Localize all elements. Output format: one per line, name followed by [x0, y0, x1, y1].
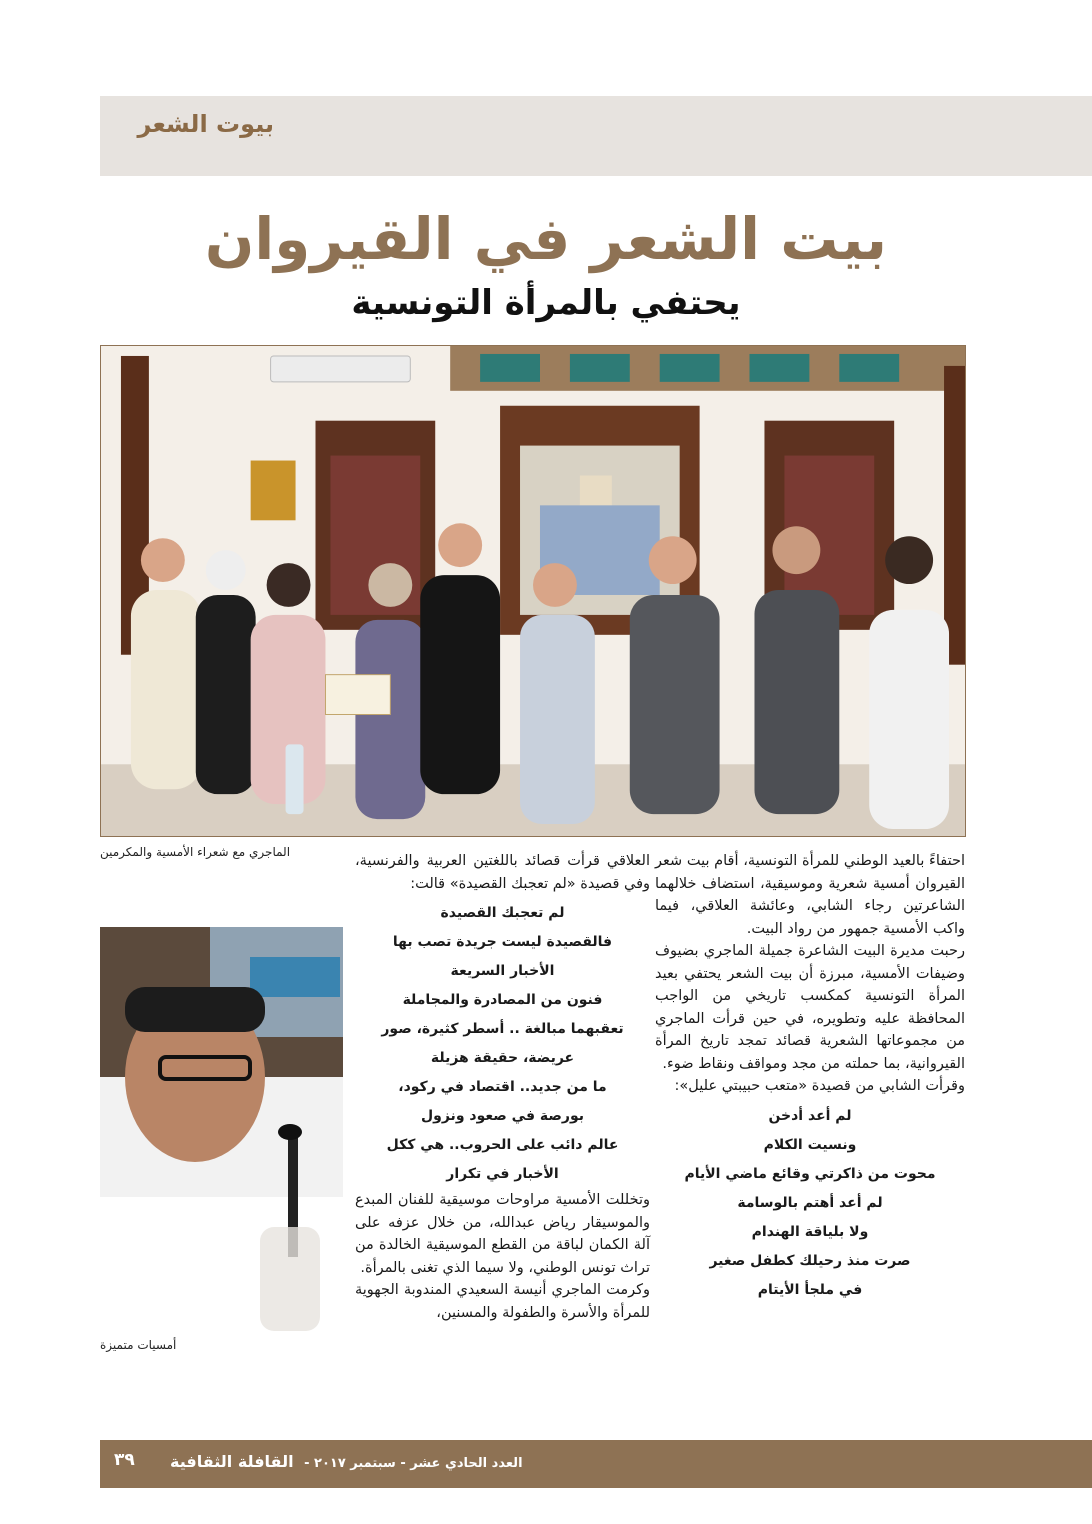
- poem-block: [355, 899, 650, 1189]
- poem-line: الأخبار السريعة: [450, 963, 555, 979]
- article-column-middle: [355, 850, 650, 1324]
- group-photo-illustration: [101, 346, 965, 836]
- article-subtitle: يحتفي بالمرأة التونسية: [351, 283, 741, 323]
- poem-line: عريضة، حقيقة هزيلة: [430, 1050, 575, 1066]
- paragraph: وكرمت الماجري أنيسة السعيدي المندوبة الجهوية للمرأة والأسرة والطفولة والمسنين،: [355, 1282, 650, 1321]
- footer-issue-text: العدد الحادي عشر - سبتمبر ٢٠١٧ -: [304, 1456, 523, 1471]
- poem-line: فنون من المصادرة والمجاملة: [402, 992, 603, 1008]
- poem-line: الأخبار في تكرار: [446, 1166, 559, 1182]
- side-photo: [100, 927, 343, 1331]
- paragraph: احتفاءً بالعيد الوطني للمرأة التونسية، أقام بيت شعر القيروان أمسية شعرية وموسيقية، استضاف خلالهما الشاعرتين رجاء الشابي، وعائشة العلاقي، فيما واكب الأمسية جمهور من رواد البيت.: [655, 853, 965, 937]
- poem-line: ونسيت الكلام: [763, 1136, 857, 1153]
- article-column-right: [655, 850, 965, 1305]
- article-title: بيت الشعر في القيروان: [204, 205, 888, 273]
- poem-block: [655, 1102, 965, 1305]
- main-photo: [100, 345, 966, 837]
- poem-line: صرت منذ رحيلك كطفل صغير: [709, 1252, 911, 1269]
- poem-line: تعقبهما مبالغة .. أسطر كثيرة، صور: [381, 1021, 624, 1037]
- poem-line: في ملجأ الأيتام: [757, 1281, 863, 1298]
- page-number: ٣٩: [114, 1450, 135, 1470]
- poem-line: لم أعد أدخن: [768, 1107, 852, 1124]
- magazine-logo: القافلة الثقافية: [170, 1452, 294, 1471]
- paragraph: رحبت مديرة البيت الشاعرة جميلة الماجري بضيوف وضيفات الأمسية، مبرزة أن بيت الشعر يحتفي بعيد المرأة التونسية كمكسب تاريخي من الواجب المحافظة عليه وتطويره، في حين قرأت الماجري من مجموعاتها الشعرية قصائد تمجد تاريخ المرأة القيروانية، بما حملته من مجد ومواقف ونقاط ضوء.: [655, 943, 965, 1072]
- poem-line: ولا بلياقة الهندام: [751, 1223, 869, 1240]
- paragraph: العلاقي قرأت قصائد باللغتين العربية والفرنسية، وفي قصيدة «لم تعجبك القصيدة» قالت:: [355, 853, 650, 892]
- poem-line: عالم دائب على الحروب.. هي ككل: [386, 1137, 619, 1153]
- poem-line: لم أعد أهتم بالوسامة: [737, 1194, 883, 1211]
- poem-line: فالقصيدة ليست جريدة تصب بها: [392, 934, 613, 950]
- section-title: بيوت الشعر: [137, 110, 274, 138]
- poem-line: محوت من ذاكرتي وقائع ماضي الأيام: [684, 1165, 936, 1182]
- paragraph: وتخللت الأمسية مراوحات موسيقية للفنان المبدع والموسيقار رياض عبدالله، من خلال عزفه على آلة الكمان لباقة من القطع الموسيقية الخالدة من تراث تونس الوطني، ولا سيما الذي تغنى بالمرأة.: [355, 1192, 650, 1276]
- side-photo-caption: أمسيات متميزة: [100, 1338, 177, 1352]
- paragraph: وقرأت الشابي من قصيدة «متعب حبيبتي عليل»:: [674, 1078, 965, 1094]
- speaker-photo-illustration: [100, 927, 343, 1331]
- poem-line: لم تعجبك القصيدة: [440, 905, 565, 921]
- poem-line: ما من جديد.. اقتصاد في ركود،: [398, 1079, 607, 1095]
- poem-line: بورصة في صعود ونزول: [421, 1108, 584, 1124]
- footer-issue: [170, 1452, 523, 1471]
- main-photo-caption: الماجري مع شعراء الأمسية والمكرمين: [100, 845, 291, 859]
